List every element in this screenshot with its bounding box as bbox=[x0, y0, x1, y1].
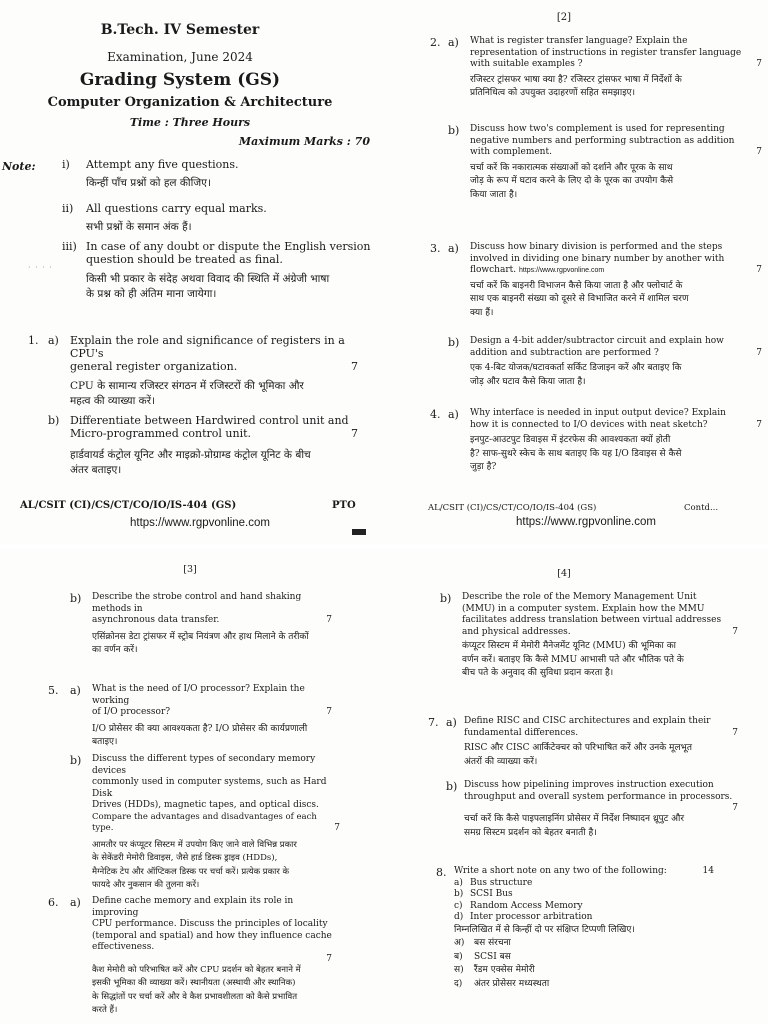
question-hindi: एक 4-बिट योजक/घटावकर्ता सर्किट डिजाइन करें और बताइए कि bbox=[470, 363, 682, 373]
question-hindi: I/O प्रोसेसर की क्या आवश्यकता है? I/O प्रोसेसर की कार्यप्रणाली bbox=[92, 723, 308, 734]
item-text: Inter processor arbitration bbox=[470, 912, 593, 922]
question-text-line bbox=[470, 147, 762, 159]
question-text: Describe the strobe control and hand shaking methods in bbox=[92, 592, 302, 614]
question-1a bbox=[70, 334, 358, 409]
note-text: Attempt any five questions. bbox=[86, 158, 239, 171]
note-hindi: किसी भी प्रकार के संदेह अथवा विवाद की स्थिति में अंग्रेजी भाषा bbox=[86, 273, 330, 285]
note-text: All questions carry equal marks. bbox=[86, 202, 267, 215]
item-text: SCSI बस bbox=[474, 951, 511, 962]
question-7b bbox=[464, 780, 738, 840]
question-hindi: अंतर बताइए। bbox=[70, 464, 122, 476]
question-hindi: हार्डवायर्ड कंट्रोल यूनिट और माइक्रो-प्रोग्राम्ड कंट्रोल यूनिट के बीच bbox=[70, 449, 311, 461]
question-marks: 7 bbox=[326, 615, 332, 625]
question-text: Why interface is needed in input output device? Explain bbox=[470, 408, 726, 418]
footer-url[interactable]: https://www.rgpvonline.com bbox=[516, 516, 656, 528]
question-text: Discuss the different types of secondary memory devices bbox=[92, 754, 316, 776]
question-hindi: जोड़ के रूप में घटाव करने के लिए दो के पूरक का उपयोग कैसे bbox=[470, 176, 674, 186]
question-marks: 7 bbox=[732, 626, 738, 637]
page-2 bbox=[384, 0, 768, 545]
question-2b bbox=[470, 124, 762, 202]
subject-title: Computer Organization & Architecture bbox=[47, 95, 333, 110]
short-note-item-hindi bbox=[454, 937, 714, 951]
question-marks: 7 bbox=[756, 265, 762, 275]
question-marks: 7 bbox=[756, 147, 762, 157]
note-number: ii) bbox=[62, 202, 74, 215]
question-text: representation of instructions in register transfer language bbox=[470, 47, 742, 58]
question-text-line bbox=[470, 348, 762, 360]
question-text: Explain the role and significance of registers in a CPU's bbox=[70, 334, 345, 360]
item-text: अंतर प्रोसेसर मध्यस्थता bbox=[474, 978, 550, 989]
short-note-item bbox=[454, 912, 714, 924]
question-part-label: b) bbox=[70, 754, 82, 767]
item-text: Bus structure bbox=[470, 877, 533, 888]
question-text: Drives (HDDs), magnetic tapes, and optical discs. bbox=[92, 800, 319, 810]
item-text: रैंडम एक्सेस मेमोरी bbox=[474, 965, 535, 975]
question-hindi: महत्व की व्याख्या करें। bbox=[70, 395, 155, 407]
question-hindi: जुड़ा है? bbox=[470, 462, 497, 472]
footer-pto: PTO bbox=[332, 500, 356, 511]
question-hindi: फायदे और नुकसान की तुलना करें। bbox=[92, 880, 200, 890]
note-label: Note: bbox=[2, 160, 36, 173]
item-label: d) bbox=[454, 912, 464, 922]
question-part-label: a) bbox=[70, 684, 81, 697]
item-text: SCSI Bus bbox=[470, 889, 513, 899]
item-label: द) bbox=[454, 978, 463, 989]
question-text: Discuss how pipelining improves instruction execution bbox=[464, 780, 714, 790]
question-part-label: a) bbox=[446, 716, 457, 729]
marks-label: Maximum Marks : 70 bbox=[238, 135, 370, 148]
question-text-line bbox=[462, 627, 738, 639]
exam-title: Examination, June 2024 bbox=[107, 50, 253, 64]
question-text: Define cache memory and explain its role in improving bbox=[92, 896, 294, 918]
question-text: Design a 4-bit adder/subtractor circuit and explain how bbox=[470, 336, 724, 346]
question-6a bbox=[92, 896, 332, 1018]
question-text: (temporal and spatial) and how they influence cache bbox=[92, 930, 332, 941]
note-hindi: किन्हीं पाँच प्रश्नों को हल कीजिए। bbox=[86, 177, 211, 189]
question-text-line bbox=[470, 59, 762, 71]
question-number: 4. bbox=[430, 408, 441, 421]
question-hindi: बताइए। bbox=[92, 737, 118, 747]
system-title: Grading System (GS) bbox=[79, 70, 281, 90]
question-text: with complement. bbox=[470, 147, 552, 157]
question-6b bbox=[462, 592, 738, 681]
item-text: बस संरचना bbox=[474, 938, 511, 948]
question-marks: 14 bbox=[702, 866, 714, 876]
question-part-label: a) bbox=[48, 334, 59, 347]
short-note-item bbox=[454, 901, 714, 913]
question-text: CPU performance. Discuss the principles of locality bbox=[92, 919, 328, 929]
question-text: Describe the role of the Memory Management Unit bbox=[462, 592, 697, 602]
question-4b bbox=[92, 592, 332, 658]
question-hindi: कंप्यूटर सिस्टम में मेमोरी मैनेजमेंट यूनिट (MMU) की भूमिका का bbox=[462, 641, 676, 651]
question-hindi: समग्र सिस्टम प्रदर्शन को बेहतर बनाती है। bbox=[464, 827, 597, 838]
question-text: effectiveness. bbox=[92, 942, 155, 952]
question-text-line bbox=[464, 728, 738, 740]
question-text: of I/O processor? bbox=[92, 707, 171, 717]
question-text-line bbox=[470, 420, 762, 432]
note-text: question should be treated as final. bbox=[86, 253, 283, 266]
question-hindi: के सेकेंडरी मेमोरी डिवाइस, जैसे हार्ड डिस्क ड्राइव (HDDs), bbox=[92, 853, 278, 863]
question-hindi: करते हैं। bbox=[92, 1005, 118, 1015]
question-marks: 7 bbox=[351, 427, 358, 440]
note-2 bbox=[62, 202, 362, 235]
note-3 bbox=[62, 240, 377, 302]
question-hindi: है? साफ-सुथरे स्केच के साथ बताइए कि यह I/O डिवाइस से कैसे bbox=[470, 448, 682, 459]
question-number: 7. bbox=[428, 716, 439, 729]
question-8 bbox=[454, 866, 714, 991]
question-marks: 7 bbox=[756, 419, 762, 430]
question-part-label: b) bbox=[48, 414, 60, 427]
question-part-label: b) bbox=[448, 336, 460, 349]
question-number: 1. bbox=[28, 334, 39, 347]
question-marks: 7 bbox=[732, 727, 738, 738]
question-text: flowchart. bbox=[470, 265, 517, 275]
question-1b bbox=[70, 414, 358, 478]
question-hindi: निम्नलिखित में से किन्हीं दो पर संक्षिप्त टिप्पणी लिखिए। bbox=[454, 924, 635, 935]
question-hindi: जोड़ और घटाव कैसे किया जाता है। bbox=[470, 376, 586, 387]
question-hindi: बीच पते के अनुवाद की सुविधा प्रदान करता है। bbox=[462, 668, 614, 678]
question-hindi: मैग्नेटिक टेप और ऑप्टिकल डिस्क पर चर्चा करें। प्रत्येक प्रकार के bbox=[92, 866, 290, 877]
question-hindi: रजिस्टर ट्रांसफर भाषा क्या है? रजिस्टर ट्रांसफर भाषा में निर्देशों के bbox=[470, 74, 682, 85]
question-text: fundamental differences. bbox=[464, 727, 579, 738]
note-number: i) bbox=[62, 158, 70, 171]
question-marks: 7 bbox=[756, 347, 762, 358]
question-part-label: b) bbox=[70, 592, 82, 605]
question-text-line bbox=[70, 360, 358, 373]
footer-contd: Contd... bbox=[684, 503, 719, 513]
item-label: c) bbox=[454, 900, 463, 911]
question-number: 3. bbox=[430, 242, 441, 255]
page-number: [4] bbox=[557, 568, 571, 579]
question-4a bbox=[470, 408, 762, 475]
question-text: addition and subtraction are performed ? bbox=[470, 347, 659, 358]
question-hindi: वर्णन करें। बताइए कि कैसे MMU आभासी पते और भौतिक पते के bbox=[462, 654, 684, 665]
question-part-label: a) bbox=[70, 896, 81, 909]
question-text-line bbox=[92, 707, 332, 719]
question-hindi: चर्चा करें कि बाइनरी विभाजन कैसे किया जाता है और फ्लोचार्ट के bbox=[470, 280, 683, 291]
question-marks: 7 bbox=[334, 823, 340, 833]
question-part-label: b) bbox=[446, 780, 458, 793]
question-marks: 7 bbox=[326, 953, 332, 964]
question-7a bbox=[464, 716, 738, 769]
question-text-line bbox=[92, 812, 340, 835]
question-hindi: अंतरों की व्याख्या करें। bbox=[464, 756, 538, 767]
question-text-line bbox=[470, 265, 762, 277]
question-text: Discuss how two's complement is used for representing bbox=[470, 124, 725, 134]
question-text: Differentiate between Hardwired control unit and bbox=[70, 414, 349, 427]
question-5a bbox=[92, 684, 332, 750]
course-title: B.Tech. IV Semester bbox=[100, 22, 260, 38]
question-marks: 7 bbox=[756, 59, 762, 69]
question-hindi: का वर्णन करें। bbox=[92, 645, 138, 655]
question-number: 6. bbox=[48, 896, 59, 909]
question-5b bbox=[92, 754, 340, 893]
question-text-line bbox=[92, 615, 332, 627]
scan-mark bbox=[352, 529, 366, 535]
question-hindi: चर्चा करें कि कैसे पाइपलाइनिंग प्रोसेसर में निर्देश निष्पादन थ्रूपुट और bbox=[464, 814, 685, 824]
short-note-item bbox=[454, 889, 714, 901]
question-2a bbox=[470, 36, 762, 101]
page-number: [3] bbox=[183, 564, 197, 575]
question-text-line bbox=[454, 866, 714, 878]
question-number: 8. bbox=[436, 866, 447, 879]
question-number: 5. bbox=[48, 684, 59, 697]
footer-code: AL/CSIT (CI)/CS/CT/CO/IO/IS-404 (GS) bbox=[428, 503, 597, 513]
question-hindi: RISC और CISC आर्किटेक्चर को परिभाषित करें और उनके मूलभूत bbox=[464, 743, 693, 753]
question-hindi: आमतौर पर कंप्यूटर सिस्टम में उपयोग किए जाने वाले विभिन्न प्रकार bbox=[92, 839, 297, 850]
note-hindi: सभी प्रश्नों के समान अंक हैं। bbox=[86, 221, 192, 233]
question-text: with suitable examples ? bbox=[470, 59, 583, 69]
question-text: Discuss how binary division is performed and the steps bbox=[470, 242, 723, 252]
question-part-label: a) bbox=[448, 242, 459, 255]
time-label: Time : Three Hours bbox=[129, 116, 251, 129]
question-text: Micro-programmed control unit. bbox=[70, 427, 252, 440]
footer-url[interactable]: https://www.rgpvonline.com bbox=[130, 517, 270, 529]
item-label: b) bbox=[454, 889, 464, 899]
question-hindi: प्रतिनिधित्व को उपयुक्त उदाहरणों सहित समझाइए। bbox=[470, 88, 636, 98]
question-text: Write a short note on any two of the following: bbox=[454, 866, 667, 876]
question-marks-line bbox=[92, 954, 332, 964]
question-text: throughput and overall system performance in processors. bbox=[464, 791, 733, 802]
note-hindi: के प्रश्न को ही अंतिम माना जायेगा। bbox=[86, 288, 217, 300]
question-marks: 7 bbox=[326, 707, 332, 717]
question-hindi: इनपुट-आउटपुट डिवाइस में इंटरफेस की आवश्यकता क्यों होती bbox=[470, 435, 671, 445]
question-hindi: चर्चा करें कि नकारात्मक संख्याओं को दर्शाने और पूरक के साथ bbox=[470, 162, 673, 173]
item-label: a) bbox=[454, 877, 463, 888]
question-hindi: किया जाता है। bbox=[470, 189, 518, 200]
scan-speckle: · · · · bbox=[28, 263, 53, 272]
question-text: commonly used in computer systems, such as Hard Disk bbox=[92, 777, 327, 799]
question-hindi: CPU के सामान्य रजिस्टर संगठन में रजिस्टरों की भूमिका और bbox=[70, 380, 304, 392]
question-text: (MMU) in a computer system. Explain how the MMU bbox=[462, 603, 705, 614]
question-text: negative numbers and performing subtraction as addition bbox=[470, 135, 735, 146]
page-number: [2] bbox=[556, 12, 572, 23]
question-3b bbox=[470, 336, 762, 389]
question-marks-line bbox=[464, 803, 738, 813]
question-text: how it is connected to I/O devices with neat sketch? bbox=[470, 419, 708, 430]
item-label: अ) bbox=[454, 938, 465, 948]
note-text: In case of any doubt or dispute the English version bbox=[86, 240, 371, 253]
question-marks: 7 bbox=[732, 803, 738, 813]
short-note-item-hindi bbox=[454, 978, 714, 992]
question-text-line bbox=[70, 427, 358, 440]
question-text: asynchronous data transfer. bbox=[92, 615, 220, 625]
question-hindi: साथ एक बाइनरी संख्या को दूसरे से विभाजित करने में शामिल चरण bbox=[470, 294, 689, 304]
question-3a bbox=[470, 242, 762, 320]
short-note-item bbox=[454, 878, 714, 890]
question-text: general register organization. bbox=[70, 360, 238, 373]
page-1 bbox=[0, 0, 384, 545]
item-label: ब) bbox=[454, 951, 463, 962]
short-note-item-hindi bbox=[454, 951, 714, 965]
question-hindi: इसकी भूमिका की व्याख्या करें। स्थानीयता (अस्थायी और स्थानिक) bbox=[92, 978, 296, 988]
question-text: What is register transfer language? Explain the bbox=[470, 36, 688, 46]
question-hindi: क्या हैं। bbox=[470, 307, 494, 318]
inline-url[interactable]: https://www.rgpvonline.com bbox=[518, 267, 605, 274]
question-hindi: कैश मेमोरी को परिभाषित करें और CPU प्रदर्शन को बेहतर बनाने में bbox=[92, 964, 301, 975]
note-1 bbox=[62, 158, 362, 191]
item-text: Random Access Memory bbox=[470, 900, 583, 911]
question-hindi: के सिद्धांतों पर चर्चा करें और वे कैश प्रभावशीलता को कैसे प्रभावित bbox=[92, 991, 298, 1002]
question-text: and physical addresses. bbox=[462, 626, 571, 637]
question-number: 2. bbox=[430, 36, 441, 49]
short-note-item-hindi bbox=[454, 964, 714, 978]
question-text: involved in dividing one binary number by another with bbox=[470, 253, 725, 264]
question-part-label: b) bbox=[440, 592, 452, 605]
question-text: Define RISC and CISC architectures and explain their bbox=[464, 716, 711, 726]
item-label: स) bbox=[454, 965, 464, 975]
page-3 bbox=[0, 548, 384, 1024]
question-marks: 7 bbox=[351, 360, 358, 373]
question-part-label: a) bbox=[448, 36, 459, 49]
question-part-label: b) bbox=[448, 124, 460, 137]
note-number: iii) bbox=[62, 240, 77, 253]
page-4 bbox=[384, 548, 768, 1024]
question-text: facilitates address translation between virtual addresses bbox=[462, 615, 722, 625]
question-text: Compare the advantages and disadvantages of each type. bbox=[92, 811, 317, 833]
question-part-label: a) bbox=[448, 408, 459, 421]
footer-code: AL/CSIT (CI)/CS/CT/CO/IO/IS-404 (GS) bbox=[20, 500, 237, 511]
question-text: What is the need of I/O processor? Explain the working bbox=[92, 684, 305, 706]
question-hindi: एसिंक्रोनस डेटा ट्रांसफर में स्ट्रोब नियंत्रण और हाथ मिलाने के तरीकों bbox=[92, 631, 309, 642]
